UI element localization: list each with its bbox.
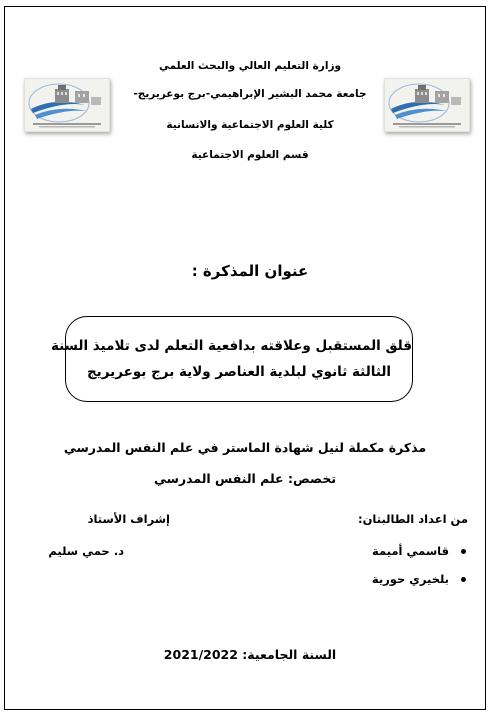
university-logo-right (384, 78, 470, 132)
student-list-item-2 (372, 572, 466, 586)
department-name: قسم العلوم الاجتماعية (191, 149, 309, 161)
ministry-name: وزارة التعليم العالي والبحث العلمي (158, 60, 342, 72)
university-logo-left (24, 78, 110, 132)
student-name-1: قاسمي أميمة (372, 544, 449, 558)
student-list-item-1 (372, 544, 466, 558)
thesis-title-label: عنوان المذكرة : (191, 262, 309, 280)
bullet-icon (461, 549, 466, 554)
thesis-title-box (50, 316, 413, 402)
student-name-2: بلخيري حورية (371, 572, 449, 586)
supervisor-label: إشراف الأستاذ (87, 512, 170, 526)
faculty-name: كلية العلوم الاجتماعية والانسانية (166, 119, 334, 131)
bullet-icon (461, 577, 466, 582)
university-name: جامعة محمد البشير الإبراهيمي-برج بوعريريج- (133, 88, 367, 100)
thesis-title-line-1: قلق المستقبل وعلاقته بدافعية التعلم لدى تلاميذ السنة (50, 338, 412, 354)
specialization: تخصص: علم النفس المدرسي (153, 471, 337, 486)
thesis-purpose: مذكرة مكملة لنيل شهادة الماستر في علم النفس المدرسي (63, 440, 427, 455)
thesis-title-line-2: الثالثة ثانوي لبلدية العناصر ولاية برج بوعريريج (86, 364, 392, 380)
academic-year: السنة الجامعية: 2021/2022 (163, 647, 337, 662)
supervisor-name: د. حمي سليم (48, 544, 124, 558)
students-label: من اعداد الطالبتان: (358, 512, 468, 526)
